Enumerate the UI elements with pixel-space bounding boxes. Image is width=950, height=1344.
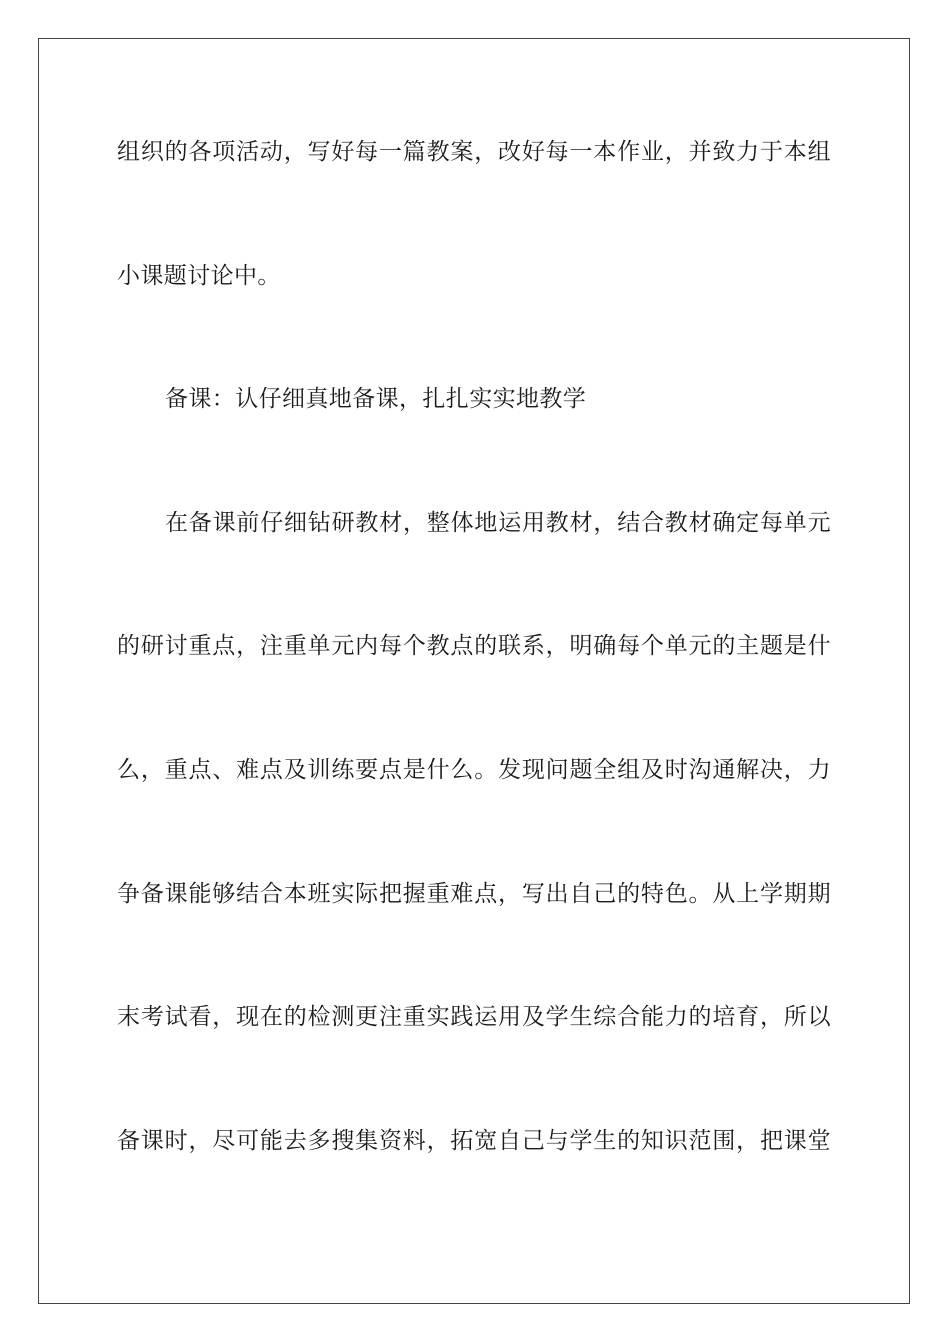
page-border — [38, 38, 910, 1304]
paragraph-line: 么，重点、难点及训练要点是什么。发现问题全组及时沟通解决，力 — [117, 757, 831, 783]
paragraph-line: 备课时，尽可能去多搜集资料，拓宽自己与学生的知识范围，把课堂 — [117, 1128, 831, 1154]
paragraph-line: 争备课能够结合本班实际把握重难点，写出自己的特色。从上学期期 — [117, 881, 831, 907]
paragraph-line: 在备课前仔细钻研教材，整体地运用教材，结合教材确定每单元 — [165, 510, 831, 536]
paragraph-line: 的研讨重点，注重单元内每个教点的联系，明确每个单元的主题是什 — [117, 633, 831, 659]
paragraph-line: 组织的各项活动，写好每一篇教案，改好每一本作业，并致力于本组 — [117, 139, 831, 165]
paragraph-line: 末考试看，现在的检测更注重实践运用及学生综合能力的培育，所以 — [117, 1004, 831, 1030]
section-heading: 备课：认仔细真地备课，扎扎实实地教学 — [165, 386, 587, 412]
paragraph-line: 小课题讨论中。 — [117, 263, 281, 289]
